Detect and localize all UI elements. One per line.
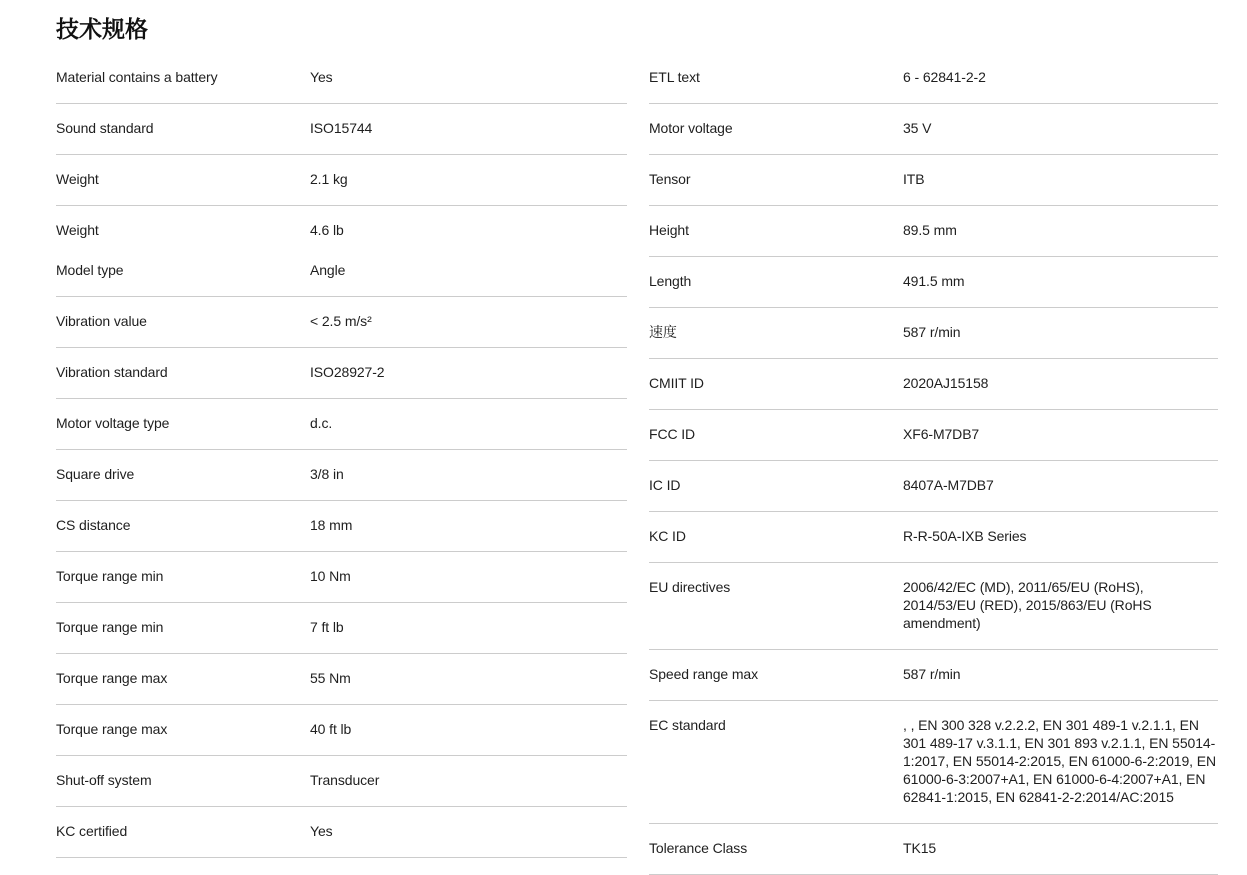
spec-label: KC certified	[56, 823, 128, 839]
spec-columns	[56, 53, 1218, 875]
spec-value: ITB	[903, 171, 925, 187]
spec-label: ETL text	[649, 69, 700, 85]
spec-row	[56, 246, 627, 297]
spec-label: EC standard	[649, 717, 726, 733]
spec-row	[56, 348, 627, 399]
spec-row	[649, 701, 1218, 824]
spec-row	[649, 410, 1218, 461]
spec-label: Motor voltage type	[56, 415, 170, 431]
spec-value: 2.1 kg	[310, 171, 348, 187]
spec-value: XF6-M7DB7	[903, 426, 980, 442]
spec-row	[56, 501, 627, 552]
spec-label: Height	[649, 222, 689, 238]
spec-value: 587 r/min	[903, 324, 961, 340]
spec-row	[649, 512, 1218, 563]
spec-label: Tolerance Class	[649, 840, 748, 856]
spec-row	[56, 807, 627, 858]
spec-column-right	[649, 53, 1218, 875]
spec-value: 55 Nm	[310, 670, 351, 686]
spec-value: 2020AJ15158	[903, 375, 989, 391]
spec-value: 40 ft lb	[310, 721, 352, 737]
spec-value: ISO15744	[310, 120, 373, 136]
spec-label: Torque range max	[56, 670, 168, 686]
spec-label: Vibration value	[56, 313, 147, 329]
spec-label: Model type	[56, 262, 124, 278]
spec-label: CS distance	[56, 517, 131, 533]
spec-label: Torque range min	[56, 619, 164, 635]
spec-row	[649, 308, 1218, 359]
spec-label: CMIIT ID	[649, 375, 704, 391]
spec-row	[56, 399, 627, 450]
spec-row	[649, 155, 1218, 206]
spec-value: 491.5 mm	[903, 273, 965, 289]
spec-row	[56, 552, 627, 603]
spec-column-left	[56, 53, 627, 858]
spec-label: Vibration standard	[56, 364, 168, 380]
spec-value: Transducer	[310, 772, 380, 788]
spec-value: 6 - 62841-2-2	[903, 69, 986, 85]
spec-label: Sound standard	[56, 120, 154, 136]
spec-value: Yes	[310, 69, 333, 85]
spec-label: 速度	[649, 324, 677, 340]
spec-value: 7 ft lb	[310, 619, 344, 635]
spec-label: FCC ID	[649, 426, 696, 442]
spec-row	[56, 155, 627, 206]
spec-row	[56, 654, 627, 705]
spec-label: Shut-off system	[56, 772, 152, 788]
spec-value: 35 V	[903, 120, 932, 136]
spec-value: Angle	[310, 262, 346, 278]
spec-value: 587 r/min	[903, 666, 961, 682]
spec-value: < 2.5 m/s²	[310, 313, 372, 329]
spec-row	[649, 257, 1218, 308]
spec-label: Torque range max	[56, 721, 168, 737]
spec-label: IC ID	[649, 477, 681, 493]
spec-label: Length	[649, 273, 692, 289]
spec-row	[649, 563, 1218, 650]
spec-value: R-R-50A-IXB Series	[903, 528, 1027, 544]
spec-row	[56, 705, 627, 756]
spec-row	[56, 297, 627, 348]
spec-row	[649, 53, 1218, 104]
spec-label: Motor voltage	[649, 120, 733, 136]
spec-row	[56, 450, 627, 501]
spec-label: EU directives	[649, 579, 731, 595]
spec-value: d.c.	[310, 415, 333, 431]
spec-value: 4.6 lb	[310, 222, 344, 238]
spec-label: Torque range min	[56, 568, 164, 584]
spec-row	[56, 53, 627, 104]
spec-row	[56, 206, 627, 246]
spec-label: Speed range max	[649, 666, 759, 682]
spec-value: 10 Nm	[310, 568, 351, 584]
spec-value: 89.5 mm	[903, 222, 957, 238]
spec-label: Material contains a battery	[56, 69, 218, 85]
spec-value: Yes	[310, 823, 333, 839]
spec-label: Weight	[56, 171, 99, 187]
spec-row	[56, 603, 627, 654]
spec-row	[649, 461, 1218, 512]
spec-row	[649, 359, 1218, 410]
spec-value: TK15	[903, 840, 937, 856]
spec-row	[649, 104, 1218, 155]
spec-row	[56, 104, 627, 155]
spec-label: Square drive	[56, 466, 135, 482]
spec-value: 18 mm	[310, 517, 353, 533]
spec-value: , , EN 300 328 v.2.2.2, EN 301 489-1 v.2.1.1, EN 301 489-17 v.3.1.1, EN 301 893 v.2.1.1, EN 55014-1:2017, EN 55014-2:2015, EN 61000-6-2:2019, EN 61000-6-3:2007+A1, EN 61000-6-4:2007+A1, EN 62841-1:2015, EN 62841-2-2:2014/AC:2015	[903, 717, 1216, 805]
spec-value: 2006/42/EC (MD), 2011/65/EU (RoHS), 2014/53/EU (RED), 2015/863/EU (RoHS amendment)	[903, 579, 1152, 631]
spec-label: Tensor	[649, 171, 691, 187]
spec-value: 3/8 in	[310, 466, 344, 482]
spec-value: 8407A-M7DB7	[903, 477, 994, 493]
page-title: 技术规格	[56, 16, 148, 42]
spec-label: Weight	[56, 222, 99, 238]
spec-row	[649, 206, 1218, 257]
spec-row	[56, 756, 627, 807]
spec-row	[649, 824, 1218, 875]
spec-row	[649, 650, 1218, 701]
spec-value: ISO28927-2	[310, 364, 385, 380]
spec-label: KC ID	[649, 528, 686, 544]
